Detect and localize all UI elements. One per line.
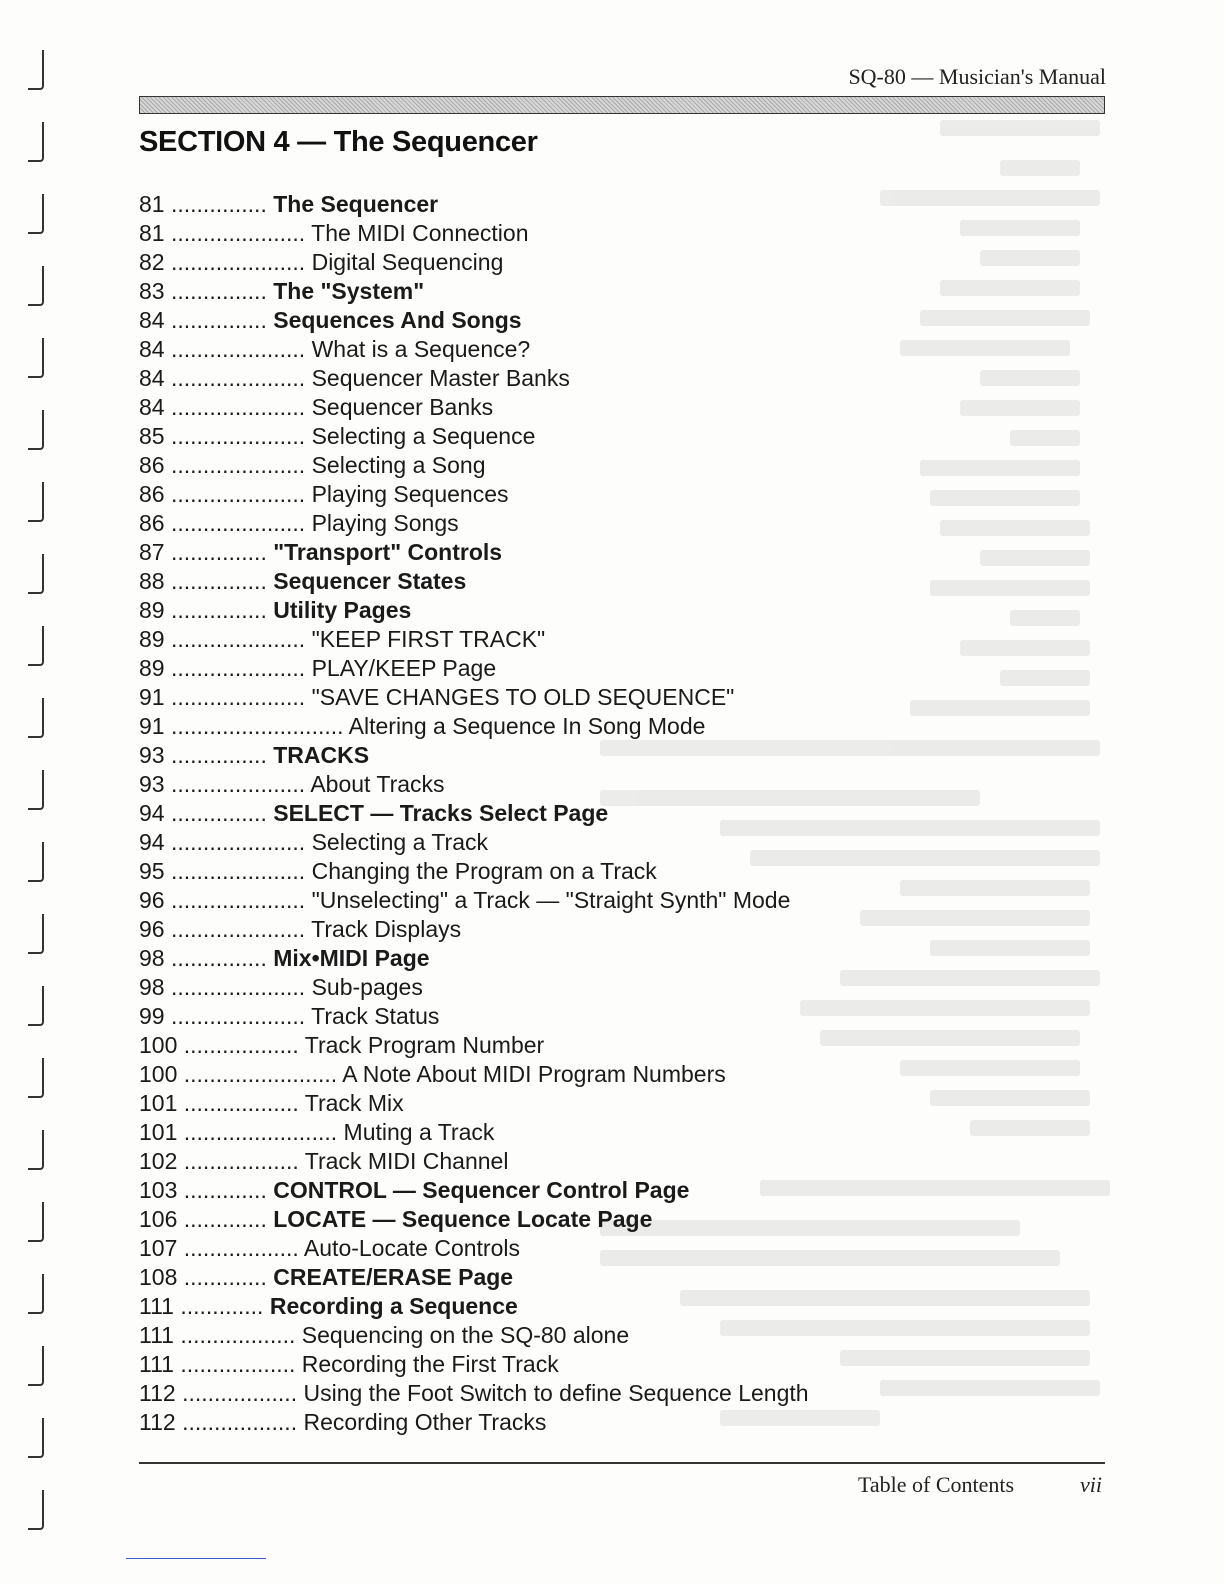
binding-mark — [28, 842, 44, 882]
toc-page-number: 84 — [139, 394, 165, 420]
toc-leader-dots: ........................ — [183, 1061, 338, 1087]
binding-mark — [28, 338, 44, 378]
toc-leader-dots: .................. — [183, 1148, 299, 1174]
toc-entry-title: CREATE/ERASE Page — [273, 1264, 514, 1290]
toc-page-number: 100 — [139, 1061, 178, 1087]
toc-entry — [139, 538, 1039, 567]
toc-entry — [139, 306, 1039, 335]
toc-leader-dots: ............... — [170, 742, 267, 768]
toc-entry — [139, 509, 1039, 538]
toc-page-number: 107 — [139, 1235, 178, 1261]
toc-entry — [139, 1205, 1039, 1234]
toc-page-number: 112 — [139, 1409, 176, 1435]
toc-entry — [139, 770, 1039, 799]
toc-entry — [139, 1408, 1039, 1437]
toc-leader-dots: ..................... — [170, 974, 306, 1000]
toc-leader-dots: ..................... — [170, 626, 306, 652]
toc-page-number: 87 — [139, 539, 165, 565]
toc-page-number: 91 — [139, 684, 165, 710]
toc-page-number: 111 — [139, 1322, 174, 1348]
toc-leader-dots: ..................... — [170, 220, 306, 246]
toc-entry — [139, 973, 1039, 1002]
toc-leader-dots: ..................... — [170, 452, 306, 478]
toc-entry — [139, 596, 1039, 625]
toc-entry-title: The "System" — [273, 278, 425, 304]
toc-entry-title: Digital Sequencing — [311, 249, 504, 275]
toc-entry-title: Recording Other Tracks — [303, 1409, 547, 1435]
binding-mark — [28, 1418, 44, 1458]
toc-entry-title: Selecting a Track — [311, 829, 488, 855]
toc-entry-title: Selecting a Song — [311, 452, 486, 478]
table-of-contents — [139, 190, 1039, 1437]
toc-leader-dots: ..................... — [170, 423, 306, 449]
toc-page-number: 101 — [139, 1119, 178, 1145]
toc-leader-dots: ............... — [170, 597, 267, 623]
binding-mark — [28, 914, 44, 954]
toc-entry-title: Sequencer Master Banks — [311, 365, 570, 391]
toc-entry-title: Recording a Sequence — [269, 1293, 518, 1319]
toc-leader-dots: ..................... — [170, 684, 306, 710]
toc-page-number: 111 — [139, 1351, 174, 1377]
toc-entry-title: Utility Pages — [273, 597, 412, 623]
section-title: SECTION 4 — The Sequencer — [139, 126, 538, 158]
toc-page-number: 98 — [139, 945, 165, 971]
toc-page-number: 91 — [139, 713, 165, 739]
toc-entry-title: LOCATE — Sequence Locate Page — [273, 1206, 653, 1232]
toc-leader-dots: .................. — [183, 1090, 299, 1116]
toc-page-number: 99 — [139, 1003, 165, 1029]
toc-leader-dots: .................. — [180, 1322, 296, 1348]
toc-entry-title: Mix•MIDI Page — [273, 945, 430, 971]
toc-page-number: 111 — [139, 1293, 174, 1319]
binding-mark — [28, 1202, 44, 1242]
toc-entry — [139, 1292, 1039, 1321]
binding-mark — [28, 698, 44, 738]
toc-page-number: 82 — [139, 249, 165, 275]
toc-leader-dots: ..................... — [170, 1003, 306, 1029]
toc-leader-dots: ............. — [180, 1293, 264, 1319]
toc-entry — [139, 915, 1039, 944]
toc-page-number: 98 — [139, 974, 165, 1000]
toc-leader-dots: ............... — [170, 278, 267, 304]
toc-page-number: 102 — [139, 1148, 178, 1174]
spiral-binding-marks — [22, 30, 52, 1570]
toc-entry-title: Sequencer States — [273, 568, 467, 594]
toc-leader-dots: ........................ — [183, 1119, 338, 1145]
footer-label: Table of Contents — [858, 1472, 1015, 1497]
toc-entry — [139, 567, 1039, 596]
toc-page-number: 93 — [139, 771, 165, 797]
toc-entry — [139, 335, 1039, 364]
toc-entry-title: Track MIDI Channel — [304, 1148, 509, 1174]
toc-entry — [139, 1031, 1039, 1060]
toc-leader-dots: ..................... — [170, 655, 306, 681]
toc-entry-title: A Note About MIDI Program Numbers — [342, 1061, 726, 1087]
toc-entry-title: Track Status — [311, 1003, 440, 1029]
toc-entry — [139, 712, 1039, 741]
toc-entry-title: Sequencer Banks — [311, 394, 494, 420]
toc-entry-title: Auto-Locate Controls — [303, 1235, 520, 1261]
toc-leader-dots: ..................... — [170, 510, 306, 536]
toc-leader-dots: ............... — [170, 800, 267, 826]
toc-page-number: 96 — [139, 887, 165, 913]
toc-page-number: 103 — [139, 1177, 178, 1203]
footer-rule — [139, 1462, 1105, 1464]
toc-entry-title: Using the Foot Switch to define Sequence Length — [303, 1380, 809, 1406]
toc-entry-title: "SAVE CHANGES TO OLD SEQUENCE" — [311, 684, 735, 710]
toc-entry — [139, 1176, 1039, 1205]
toc-page-number: 106 — [139, 1206, 178, 1232]
toc-entry-title: SELECT — Tracks Select Page — [273, 800, 609, 826]
toc-leader-dots: ..................... — [170, 336, 306, 362]
toc-entry-title: Sub-pages — [311, 974, 423, 1000]
toc-entry-title: What is a Sequence? — [311, 336, 531, 362]
toc-page-number: 100 — [139, 1032, 178, 1058]
toc-leader-dots: ..................... — [170, 394, 306, 420]
toc-leader-dots: ............. — [183, 1177, 267, 1203]
toc-page-number: 95 — [139, 858, 165, 884]
toc-page-number: 93 — [139, 742, 165, 768]
footer-page-number: vii — [1080, 1472, 1102, 1497]
binding-mark — [28, 1490, 44, 1530]
toc-entry-title: Sequences And Songs — [273, 307, 522, 333]
toc-page-number: 81 — [139, 220, 165, 246]
binding-mark — [28, 986, 44, 1026]
toc-page-number: 96 — [139, 916, 165, 942]
toc-entry — [139, 422, 1039, 451]
toc-entry — [139, 1089, 1039, 1118]
toc-page-number: 94 — [139, 829, 165, 855]
toc-page-number: 88 — [139, 568, 165, 594]
toc-leader-dots: ..................... — [170, 365, 306, 391]
toc-entry — [139, 683, 1039, 712]
toc-entry — [139, 1321, 1039, 1350]
toc-entry — [139, 1379, 1039, 1408]
toc-leader-dots: ............. — [183, 1264, 267, 1290]
toc-entry — [139, 393, 1039, 422]
toc-entry-title: Changing the Program on a Track — [311, 858, 657, 884]
toc-entry — [139, 886, 1039, 915]
binding-mark — [28, 1274, 44, 1314]
toc-leader-dots: .................. — [182, 1380, 298, 1406]
toc-page-number: 86 — [139, 481, 165, 507]
toc-page-number: 86 — [139, 452, 165, 478]
binding-mark — [28, 1058, 44, 1098]
binding-mark — [28, 266, 44, 306]
binding-mark — [28, 194, 44, 234]
toc-leader-dots: ............... — [170, 945, 267, 971]
toc-entry-title: Playing Songs — [311, 510, 459, 536]
toc-entry — [139, 364, 1039, 393]
binding-mark — [28, 410, 44, 450]
binding-mark — [28, 554, 44, 594]
toc-page-number: 101 — [139, 1090, 178, 1116]
toc-page-number: 89 — [139, 626, 165, 652]
toc-leader-dots: ............. — [183, 1206, 267, 1232]
toc-page-number: 84 — [139, 336, 165, 362]
toc-entry — [139, 799, 1039, 828]
toc-page-number: 112 — [139, 1380, 176, 1406]
corner-line — [126, 1558, 266, 1559]
binding-mark — [28, 122, 44, 162]
toc-entry — [139, 1147, 1039, 1176]
toc-entry — [139, 277, 1039, 306]
toc-leader-dots: ............... — [170, 191, 267, 217]
toc-entry-title: About Tracks — [310, 771, 445, 797]
toc-page-number: 84 — [139, 365, 165, 391]
binding-mark — [28, 482, 44, 522]
toc-entry-title: Playing Sequences — [311, 481, 509, 507]
toc-entry-title: The Sequencer — [273, 191, 439, 217]
toc-entry-title: Selecting a Sequence — [311, 423, 536, 449]
toc-leader-dots: ..................... — [170, 916, 306, 942]
toc-entry-title: "KEEP FIRST TRACK" — [311, 626, 546, 652]
running-head: SQ-80 — Musician's Manual — [848, 64, 1106, 89]
toc-page-number: 81 — [139, 191, 165, 217]
toc-leader-dots: ..................... — [170, 249, 306, 275]
toc-leader-dots: ............... — [170, 307, 267, 333]
toc-entry — [139, 654, 1039, 683]
toc-entry-title: Altering a Sequence In Song Mode — [348, 713, 706, 739]
binding-mark — [28, 1130, 44, 1170]
toc-leader-dots: ..................... — [170, 829, 306, 855]
toc-leader-dots: .................. — [183, 1032, 299, 1058]
toc-entry — [139, 190, 1039, 219]
toc-leader-dots: ..................... — [170, 887, 306, 913]
toc-leader-dots: .................. — [180, 1351, 296, 1377]
toc-page-number: 89 — [139, 597, 165, 623]
toc-entry-title: PLAY/KEEP Page — [311, 655, 497, 681]
toc-entry — [139, 451, 1039, 480]
toc-entry — [139, 1002, 1039, 1031]
toc-entry — [139, 1234, 1039, 1263]
toc-leader-dots: ............... — [170, 568, 267, 594]
toc-leader-dots: ..................... — [170, 481, 306, 507]
toc-entry-title: "Transport" Controls — [273, 539, 503, 565]
toc-entry-title: TRACKS — [273, 742, 370, 768]
toc-entry-title: Recording the First Track — [301, 1351, 559, 1377]
toc-page-number: 84 — [139, 307, 165, 333]
toc-entry — [139, 219, 1039, 248]
toc-entry — [139, 248, 1039, 277]
toc-page-number: 85 — [139, 423, 165, 449]
toc-entry-title: "Unselecting" a Track — "Straight Synth" Mode — [311, 887, 791, 913]
toc-entry — [139, 741, 1039, 770]
toc-page-number: 94 — [139, 800, 165, 826]
toc-entry-title: Muting a Track — [343, 1119, 495, 1145]
toc-entry — [139, 480, 1039, 509]
toc-page-number: 108 — [139, 1264, 178, 1290]
toc-entry — [139, 1350, 1039, 1379]
toc-leader-dots: ............... — [170, 539, 267, 565]
binding-mark — [28, 1346, 44, 1386]
toc-entry-title: Track Displays — [311, 916, 462, 942]
toc-entry — [139, 1118, 1039, 1147]
toc-entry — [139, 625, 1039, 654]
toc-entry-title: Sequencing on the SQ-80 alone — [301, 1322, 630, 1348]
toc-entry-title: CONTROL — Sequencer Control Page — [273, 1177, 690, 1203]
toc-entry-title: Track Program Number — [304, 1032, 545, 1058]
toc-leader-dots: .................. — [182, 1409, 298, 1435]
binding-mark — [28, 770, 44, 810]
toc-leader-dots: ..................... — [170, 771, 306, 797]
binding-mark — [28, 50, 44, 90]
section-header-bar — [139, 96, 1105, 114]
toc-leader-dots: ..................... — [170, 858, 306, 884]
toc-page-number: 83 — [139, 278, 165, 304]
binding-mark — [28, 626, 44, 666]
toc-entry — [139, 1060, 1039, 1089]
toc-entry — [139, 857, 1039, 886]
toc-leader-dots: .................. — [183, 1235, 299, 1261]
toc-entry — [139, 1263, 1039, 1292]
toc-page-number: 89 — [139, 655, 165, 681]
toc-entry-title: Track Mix — [304, 1090, 404, 1116]
toc-entry — [139, 828, 1039, 857]
toc-leader-dots: ........................... — [170, 713, 344, 739]
toc-page-number: 86 — [139, 510, 165, 536]
toc-entry-title: The MIDI Connection — [311, 220, 529, 246]
toc-entry — [139, 944, 1039, 973]
